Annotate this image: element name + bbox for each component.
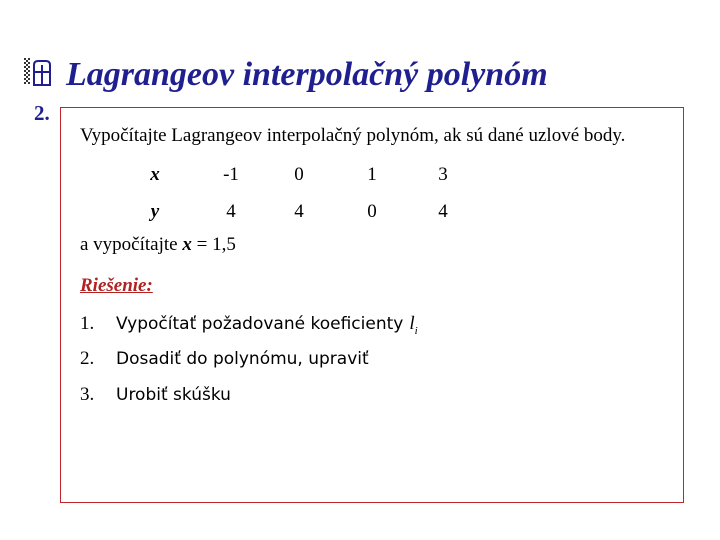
list-item xyxy=(80,348,369,370)
step-text: Vypočítať požadované koeficienty xyxy=(116,314,404,334)
content-frame xyxy=(60,107,684,503)
slide-number: 2. xyxy=(34,101,50,125)
step-number: 1. xyxy=(80,313,95,334)
step-number: 3. xyxy=(80,384,95,405)
symbol-letter: l xyxy=(409,313,415,334)
slide-title: Lagrangeov interpolačný polynóm xyxy=(66,56,548,93)
solution-label: Riešenie: xyxy=(80,275,153,296)
table-cell: 0 xyxy=(367,201,377,222)
symbol-subscript: i xyxy=(414,324,418,337)
table-cell: 3 xyxy=(438,164,448,185)
table-cell: 4 xyxy=(294,201,304,222)
list-item xyxy=(80,313,418,337)
step-text: Dosadiť do polynómu, upraviť xyxy=(116,349,369,369)
task-prefix: a vypočítajte xyxy=(80,234,183,255)
scroll-bullet-icon xyxy=(24,58,54,90)
task-suffix: = 1,5 xyxy=(191,234,236,255)
table-cell: 0 xyxy=(294,164,304,185)
y-row-label: y xyxy=(150,201,160,222)
task-text xyxy=(80,234,236,256)
table-cell: 1 xyxy=(367,164,377,185)
table-cell: -1 xyxy=(223,164,239,185)
list-item xyxy=(80,384,231,406)
step-number: 2. xyxy=(80,348,95,369)
task-variable: x xyxy=(182,234,192,255)
table-cell: 4 xyxy=(438,201,448,222)
coefficient-symbol xyxy=(409,313,418,337)
x-row-label: x xyxy=(150,164,160,185)
table-cell: 4 xyxy=(226,201,236,222)
intro-text: Vypočítajte Lagrangeov interpolačný polynóm, ak sú dané uzlové body. xyxy=(80,125,626,146)
step-text: Urobiť skúšku xyxy=(116,385,231,405)
